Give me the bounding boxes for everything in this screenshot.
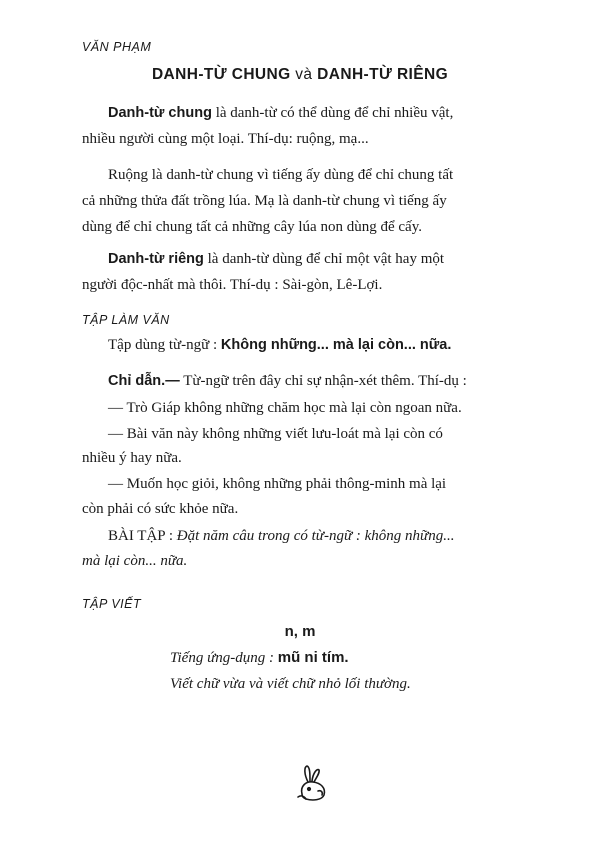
composition-intro	[108, 337, 451, 354]
section-label-writing: TẬP VIẾT	[82, 597, 142, 611]
example-3-line2: còn phải có sức khỏe nữa.	[82, 501, 239, 517]
example-1: — Trò Giáp không những chăm học mà lại còn ngoan nữa.	[108, 400, 462, 416]
applied-word: mũ ni tím.	[277, 649, 349, 666]
para1-line1	[108, 105, 453, 122]
para3-line2: người độc-nhất mà thôi. Thí-dụ : Sài-gòn, Lê-Lợi.	[82, 277, 383, 293]
lesson-title	[0, 66, 600, 84]
guide-text: Từ-ngữ trên đây chỉ sự nhận-xét thêm. Thí-dụ :	[183, 373, 467, 389]
term-proper-noun: Danh-từ riêng	[108, 251, 204, 267]
writing-instruction: Viết chữ vừa và viết chữ nhỏ lối thường.	[170, 676, 411, 692]
applied-label: Tiếng ứng-dụng :	[170, 650, 275, 666]
guide-term: Chỉ dẫn.—	[108, 373, 180, 389]
example-2-line1: — Bài văn này không những viết lưu-loát mà lại còn có	[108, 426, 443, 442]
guide-line	[108, 373, 467, 390]
para3-text: là danh-từ dùng để chỉ một vật hay một	[207, 251, 445, 267]
section-label-grammar: VĂN PHẠM	[82, 40, 152, 54]
para2-line2: cả những thửa đất trồng lúa. Mạ là danh-từ chung vì tiếng ấy	[82, 193, 447, 209]
exercise-line2: mà lại còn... nữa.	[82, 553, 188, 569]
intro-text: Tập dùng từ-ngữ :	[108, 337, 218, 353]
section-label-composition: TẬP LÀM VĂN	[82, 313, 170, 327]
example-2-line2: nhiều ý hay nữa.	[82, 450, 182, 466]
applied-word-line	[170, 649, 349, 667]
para3-line1	[108, 251, 444, 268]
example-3-line1: — Muốn học giỏi, không những phải thông-minh mà lại	[108, 476, 447, 492]
para2-line3: dùng để chỉ chung tất cả những cây lúa non dùng để cấy.	[82, 219, 422, 235]
title-part-b: DANH-TỪ RIÊNG	[317, 66, 449, 83]
term-common-noun: Danh-từ chung	[108, 105, 212, 121]
exercise-line1	[108, 528, 454, 545]
writing-letters: n, m	[284, 623, 316, 640]
para1-line2: nhiều người cùng một loại. Thí-dụ: ruộng, mạ...	[82, 131, 369, 147]
title-part-a: DANH-TỪ CHUNG	[151, 66, 291, 83]
exercise-label: BÀI TẬP :	[108, 528, 174, 544]
rabbit-ornament-icon	[296, 764, 330, 804]
exercise-text: Đặt năm câu trong có từ-ngữ : không những...	[176, 528, 455, 544]
para2-line1: Ruộng là danh-từ chung vì tiếng ấy dùng để chỉ chung tất	[108, 167, 454, 183]
target-phrase: Không những... mà lại còn... nữa.	[220, 337, 452, 353]
title-and: và	[295, 66, 313, 83]
para1-text: là danh-từ có thể dùng để chỉ nhiều vật,	[215, 105, 454, 121]
